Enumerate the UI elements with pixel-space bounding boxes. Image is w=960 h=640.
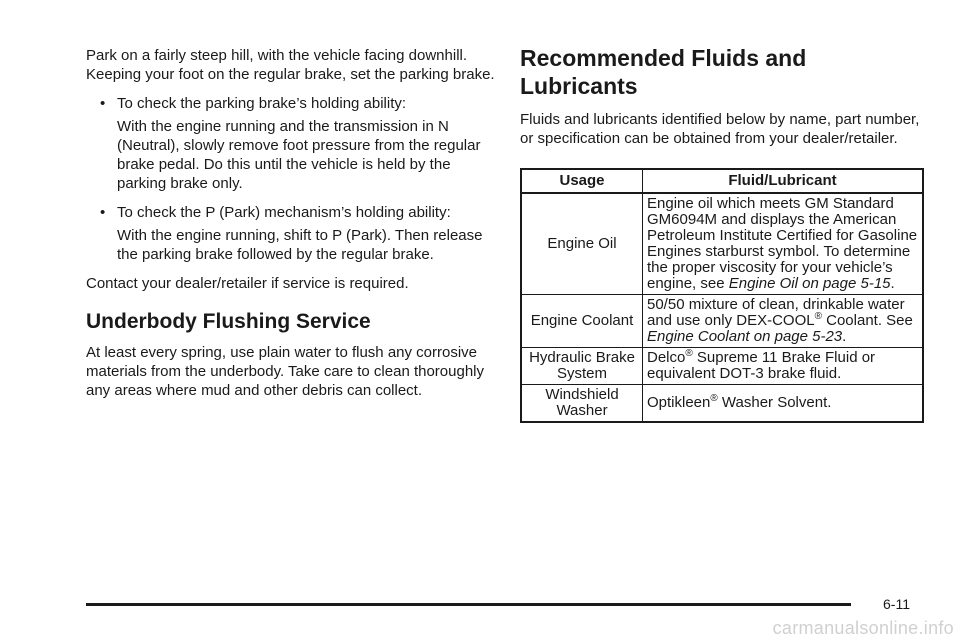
- fluid-cell: [643, 385, 924, 423]
- bullet-dot: •: [100, 204, 106, 221]
- registered-mark: ®: [685, 348, 693, 359]
- fluid-cell: [643, 348, 924, 385]
- fluids-intro: Fluids and lubricants identified below by name, part number, or specification can be obtained from your dealer/retailer.: [520, 111, 920, 147]
- table-header-row: [521, 169, 923, 193]
- page-reference-link[interactable]: Engine Oil on page 5-15: [728, 275, 891, 292]
- table-row: [521, 295, 923, 348]
- header-fluid: Fluid/Lubricant: [643, 169, 924, 193]
- fluid-tail: .: [842, 328, 847, 345]
- footer-rule: [86, 603, 851, 606]
- header-usage: Usage: [521, 169, 643, 193]
- bullet-park-mechanism: [86, 203, 496, 264]
- fluid-cell: [643, 295, 924, 348]
- fluids-heading: Recommended Fluids and Lubricants: [520, 45, 807, 99]
- table-row: [521, 348, 923, 385]
- right-column: [520, 44, 925, 423]
- bullet-lead: To check the parking brake’s holding ability:: [117, 95, 407, 112]
- fluid-tail: .: [890, 275, 895, 292]
- bullet-detail: With the engine running and the transmission in N (Neutral), slowly remove foot pressure from the regular brake pedal. Do this until the vehicle is held by the parking brake only.: [117, 118, 481, 192]
- page-number: 6-11: [883, 596, 910, 612]
- fluid-text: Optikleen: [647, 394, 711, 411]
- underbody-paragraph: At least every spring, use plain water to flush any corrosive materials from the underbody. Take care to clean thoroughly any areas where mud and other debris can collect.: [86, 344, 484, 399]
- page-reference-link[interactable]: Engine Coolant on page 5-23: [647, 328, 843, 345]
- fluid-text: Engine oil which meets GM Standard GM6094M and displays the American Petroleum Institute Certified for Gasoline Engines starburst symbol. To determine the proper viscosity for your vehicle’s engine, see: [647, 195, 918, 292]
- bullet-dot: •: [100, 95, 106, 112]
- left-column: [86, 46, 496, 400]
- usage-cell: Engine Oil: [521, 193, 643, 295]
- bullet-detail: With the engine running, shift to P (Park). Then release the parking brake followed by the regular brake.: [117, 227, 483, 263]
- registered-mark: ®: [814, 311, 822, 322]
- bullet-parking-brake: [86, 94, 496, 193]
- bullet-lead: To check the P (Park) mechanism’s holding ability:: [117, 204, 451, 221]
- table-row: [521, 193, 923, 295]
- contact-dealer-text: Contact your dealer/retailer if service is required.: [86, 275, 409, 292]
- table-row: [521, 385, 923, 423]
- fluid-text: Delco: [647, 349, 686, 366]
- fluid-cell: [643, 193, 924, 295]
- hill-test-intro: Park on a fairly steep hill, with the vehicle facing downhill. Keeping your foot on the regular brake, set the parking brake.: [86, 47, 495, 83]
- usage-cell: Windshield Washer: [521, 385, 643, 423]
- underbody-heading: Underbody Flushing Service: [86, 310, 371, 333]
- watermark-text: carmanualsonline.info: [772, 618, 954, 638]
- usage-cell: Hydraulic Brake System: [521, 348, 643, 385]
- fluids-table: [520, 168, 924, 423]
- registered-mark: ®: [710, 393, 718, 404]
- fluid-mid: Coolant. See: [821, 312, 913, 329]
- usage-cell: Engine Coolant: [521, 295, 643, 348]
- fluid-text: 50/50 mixture of clean, drinkable water and use only DEX-COOL: [647, 296, 905, 329]
- fluid-mid: Supreme 11 Brake Fluid or equivalent DOT-3 brake fluid.: [647, 349, 876, 382]
- fluid-mid: Washer Solvent.: [717, 394, 832, 411]
